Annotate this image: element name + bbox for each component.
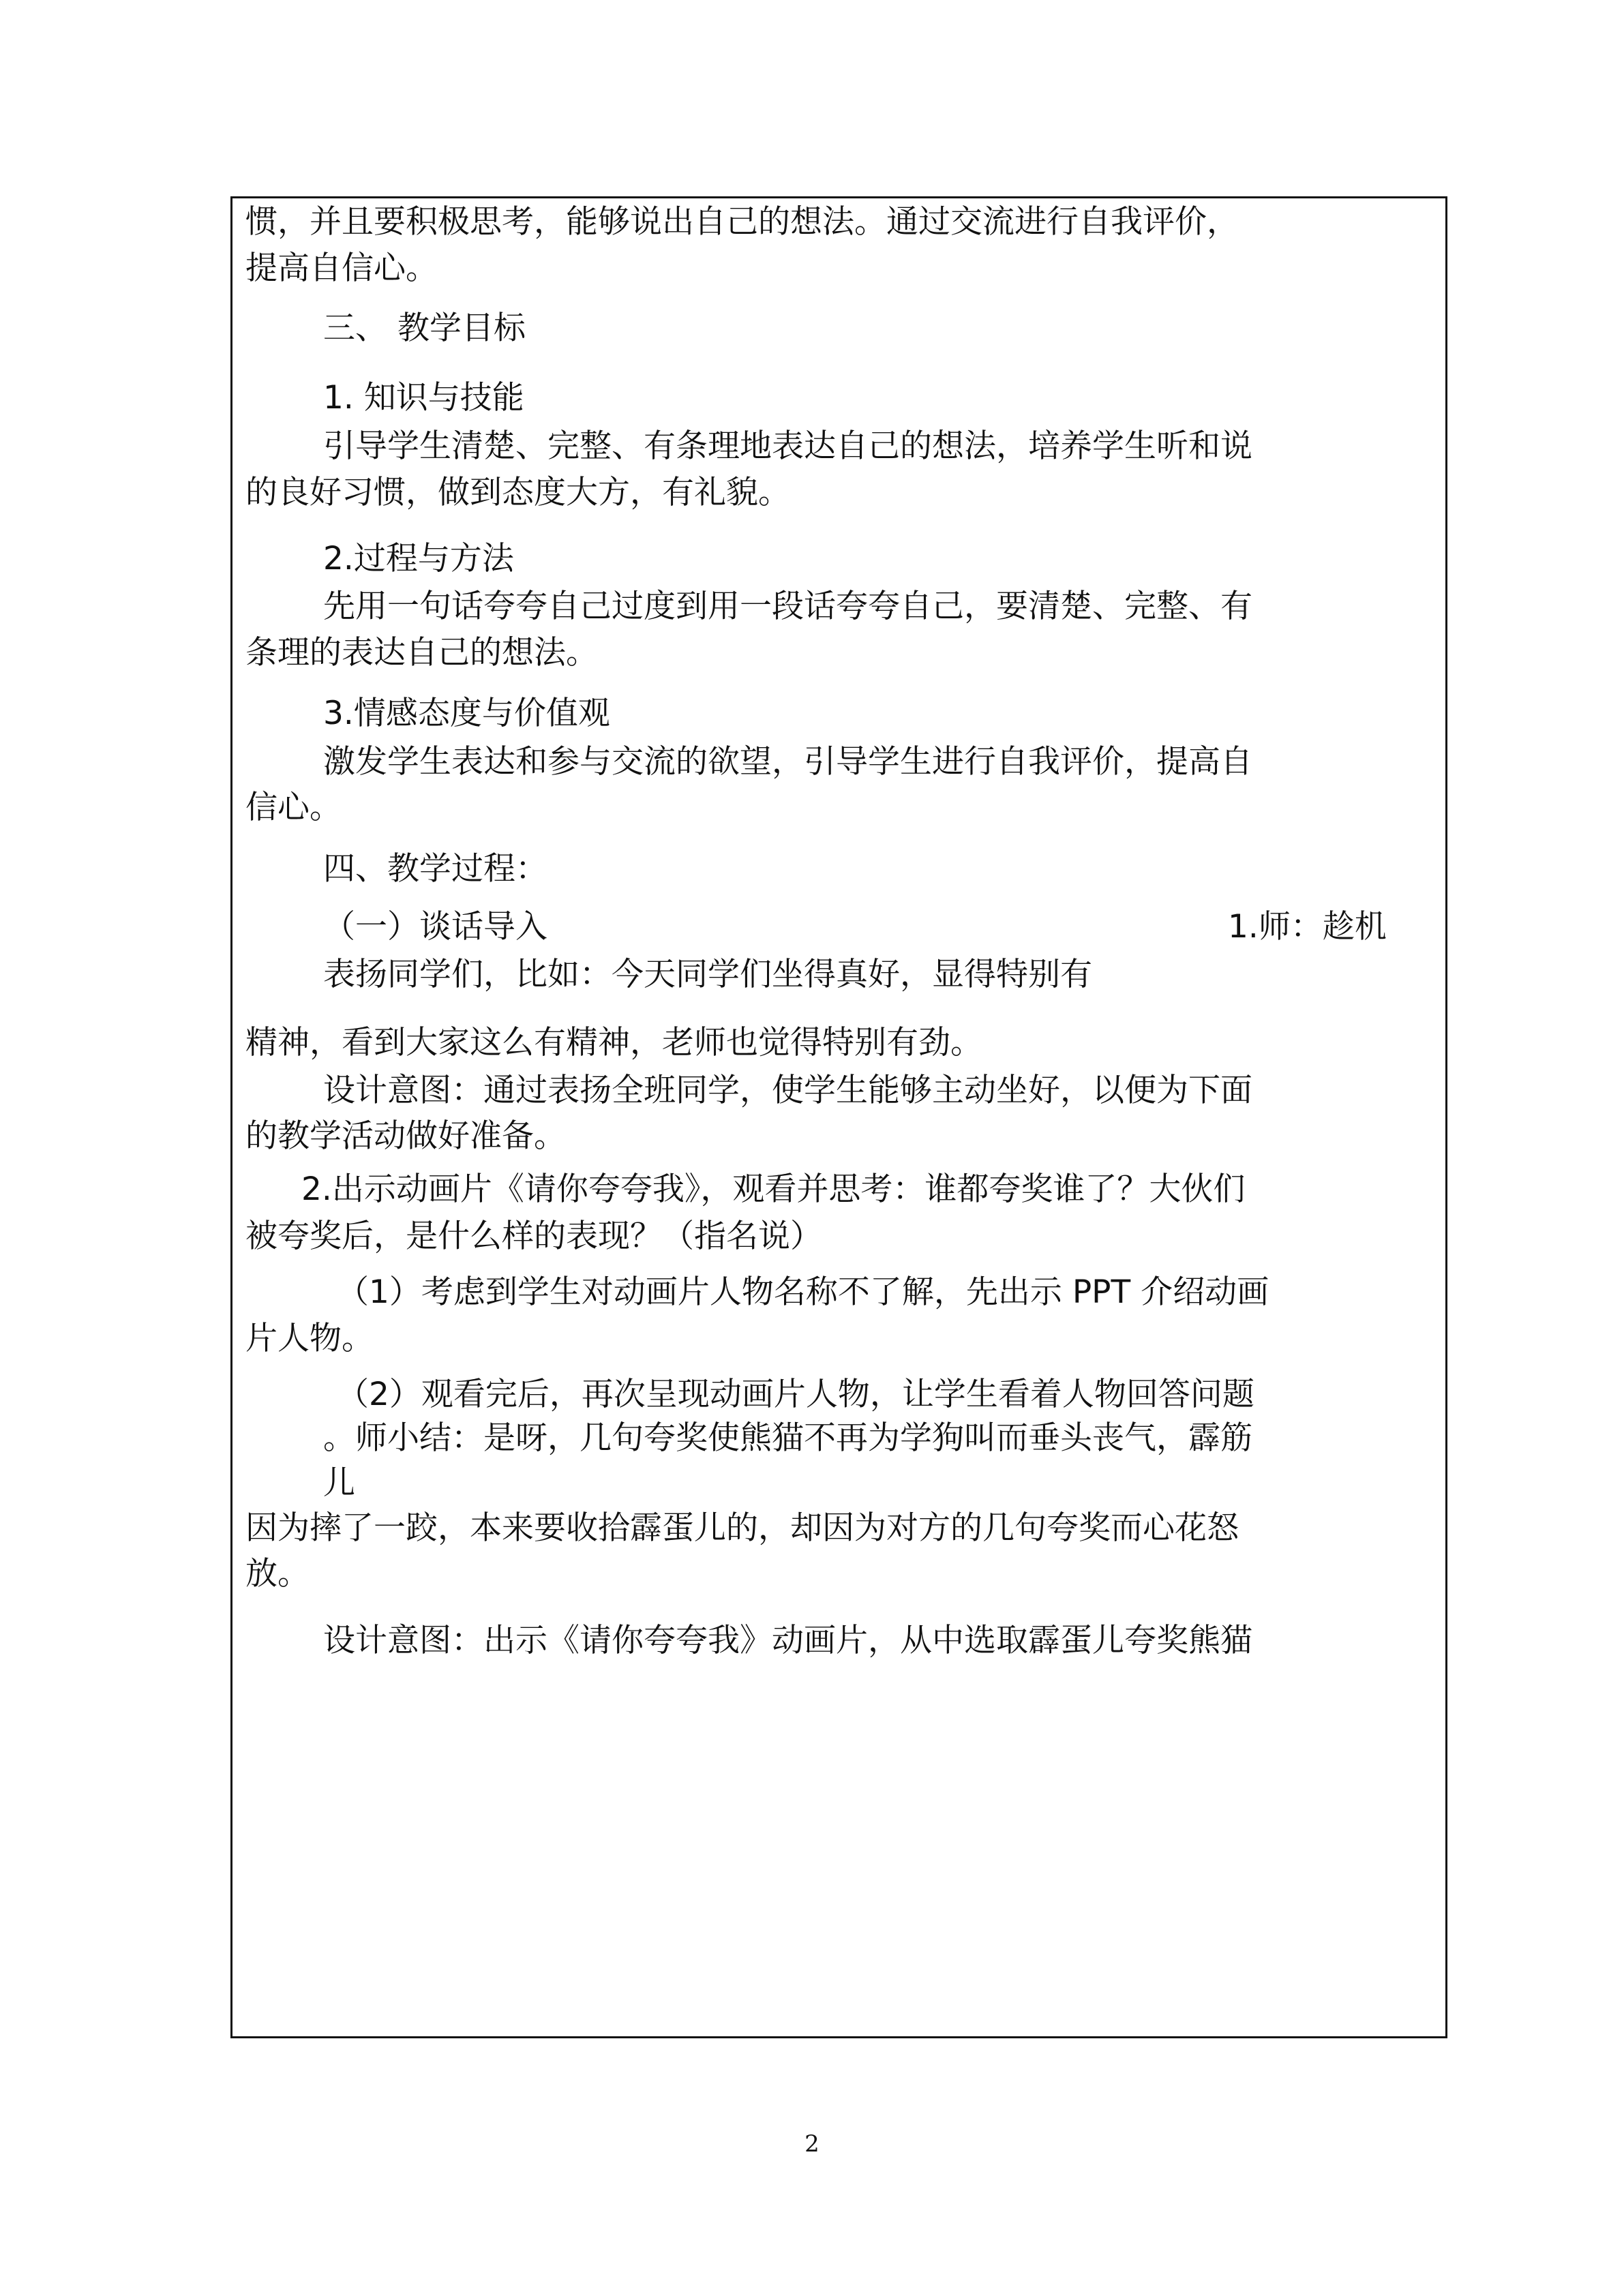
subsection-heading: 1. 知识与技能 [323, 379, 524, 417]
text-line: 的良好习惯，做到态度大方，有礼貌。 [245, 474, 790, 511]
text-line: 精神，看到大家这么有精神，老师也觉得特别有劲。 [245, 1024, 982, 1061]
text-line: 被夸奖后，是什么样的表现？（指名说） [245, 1218, 822, 1255]
text-line: 引导学生清楚、完整、有条理地表达自己的想法，培养学生听和说 [323, 427, 1252, 465]
text-line: （1）考虑到学生对动画片人物名称不了解，先出示 PPT 介绍动画 [337, 1273, 1269, 1311]
text-line: 设计意图：出示《请你夸夸我》动画片，从中选取霹蛋儿夸奖熊猫 [323, 1622, 1252, 1659]
text-line: 因为摔了一跤，本来要收拾霹蛋儿的，却因为对方的几句夸奖而心花怒 [245, 1509, 1239, 1547]
subsection-heading: 3.情感态度与价值观 [323, 695, 610, 732]
text-line: （2）观看完后，再次呈现动画片人物，让学生看着人物回答问题 [337, 1376, 1254, 1413]
text-line: 放。 [245, 1555, 310, 1592]
text-line: 2.出示动画片《请你夸夸我》，观看并思考：谁都夸奖谁了？大伙们 [301, 1170, 1246, 1208]
text-line: 惯，并且要积极思考，能够说出自己的想法。通过交流进行自我评价， [245, 203, 1239, 241]
text-line: 片人物。 [245, 1320, 374, 1357]
text-line: 条理的表达自己的想法。 [245, 634, 598, 671]
text-line: 信心。 [245, 789, 342, 826]
text-line: 设计意图：通过表扬全班同学，使学生能够主动坐好，以便为下面 [323, 1072, 1252, 1109]
section-heading: 三、 教学目标 [323, 309, 526, 347]
text-line: 表扬同学们，比如：今天同学们坐得真好，显得特别有 [323, 956, 1092, 993]
text-line: 先用一句话夸夸自己过度到用一段话夸夸自己，要清楚、完整、有 [323, 588, 1252, 625]
text-line: 的教学活动做好准备。 [245, 1117, 566, 1155]
text-line: 儿 [323, 1464, 355, 1502]
subsection-heading: 2.过程与方法 [323, 540, 514, 577]
text-line: 提高自信心。 [245, 250, 438, 287]
text-line: 激发学生表达和参与交流的欲望，引导学生进行自我评价，提高自 [323, 743, 1252, 781]
section-heading: 四、教学过程： [323, 850, 547, 888]
text-line: 。师小结：是呀，几句夸奖使熊猫不再为学狗叫而垂头丧气，霹筋 [323, 1419, 1252, 1457]
subsection-heading: （一）谈话导入 [323, 908, 547, 946]
text-line: 1.师：趁机 [1228, 908, 1387, 946]
page-number: 2 [805, 2130, 819, 2158]
